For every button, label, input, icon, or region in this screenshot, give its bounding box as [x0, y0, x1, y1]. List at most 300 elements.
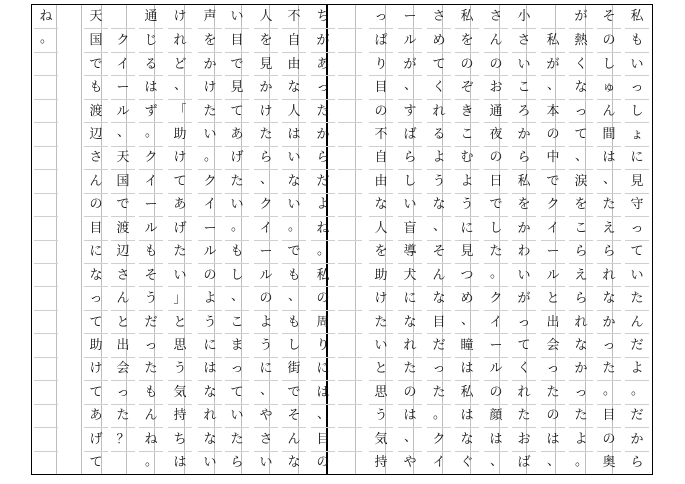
manuscript-cell: 声	[203, 9, 217, 25]
manuscript-cell: っ	[625, 216, 649, 239]
manuscript-cell: が	[311, 28, 335, 51]
manuscript-cell: よ	[625, 357, 649, 380]
manuscript-cell: な	[569, 75, 593, 98]
manuscript-cell: 私	[460, 9, 474, 25]
manuscript-cell: う	[369, 404, 393, 427]
manuscript-cell: 国	[111, 169, 135, 192]
manuscript-cell: ク	[139, 146, 163, 169]
manuscript-cell: ル	[254, 263, 278, 286]
manuscript-cell: た	[225, 427, 249, 450]
manuscript-cell: た	[398, 357, 422, 380]
manuscript-cell: を	[198, 28, 222, 51]
manuscript-cell: 涙	[569, 169, 593, 192]
manuscript-cell: た	[597, 193, 621, 216]
manuscript-cell: か	[569, 357, 593, 380]
manuscript-cell: い	[282, 146, 306, 169]
manuscript-cell: 私	[512, 169, 536, 192]
manuscript-cell: 奥	[597, 451, 621, 474]
manuscript-column-cells	[168, 5, 192, 474]
manuscript-column-cells	[282, 5, 306, 474]
manuscript-cell: 小	[517, 9, 531, 25]
manuscript-cell: ね	[311, 216, 335, 239]
manuscript-cell: 」	[168, 286, 192, 309]
manuscript-cell: 自	[282, 28, 306, 51]
manuscript-cell: 見	[225, 75, 249, 98]
manuscript-cell: い	[225, 404, 249, 427]
manuscript-cell: 、	[484, 451, 508, 474]
manuscript-cell: て	[84, 380, 108, 403]
manuscript-cell: ル	[198, 240, 222, 263]
manuscript-cell: 、	[225, 286, 249, 309]
manuscript-cell: 導	[398, 240, 422, 263]
manuscript-cell: か	[198, 52, 222, 75]
manuscript-column-cells	[311, 5, 335, 474]
manuscript-cell: 持	[168, 404, 192, 427]
manuscript-cell: と	[168, 310, 192, 333]
manuscript-cell: 。	[597, 380, 621, 403]
manuscript-cell: 街	[282, 357, 306, 380]
manuscript-cell: ク	[198, 169, 222, 192]
manuscript-cell: 、	[254, 169, 278, 192]
manuscript-cell: 通	[484, 99, 508, 122]
manuscript-cell: 、	[311, 404, 335, 427]
manuscript-cell: ば	[512, 451, 536, 474]
manuscript-cell: れ	[597, 263, 621, 286]
manuscript-column-cells	[455, 5, 479, 474]
manuscript-cell: 気	[168, 380, 192, 403]
manuscript-cell: 目	[311, 427, 335, 450]
manuscript-cell: じ	[139, 28, 163, 51]
manuscript-cell: だ	[625, 333, 649, 356]
manuscript-cell: に	[198, 333, 222, 356]
manuscript-cell: 会	[111, 357, 135, 380]
manuscript-cell: 渡	[111, 216, 135, 239]
manuscript-cell: は	[168, 451, 192, 474]
manuscript-cell: 通	[144, 9, 158, 25]
manuscript-cell: は	[455, 404, 479, 427]
manuscript-cell: た	[311, 99, 335, 122]
manuscript-cell: た	[484, 240, 508, 263]
manuscript-cell: 、	[282, 286, 306, 309]
manuscript-cell: え	[569, 263, 593, 286]
manuscript-cell: る	[427, 122, 451, 145]
manuscript-column-cells	[225, 5, 249, 474]
manuscript-cell	[34, 427, 58, 450]
manuscript-cell: だ	[427, 333, 451, 356]
manuscript-cell: な	[427, 286, 451, 309]
manuscript-cell: ゅ	[597, 75, 621, 98]
manuscript-cell: れ	[168, 28, 192, 51]
manuscript-cell	[338, 451, 362, 474]
manuscript-cell: ル	[541, 263, 565, 286]
manuscript-cell	[338, 75, 362, 98]
manuscript-cell: さ	[254, 427, 278, 450]
manuscript-cell: け	[84, 357, 108, 380]
manuscript-cell: ー	[403, 9, 417, 25]
manuscript-cell: や	[254, 404, 278, 427]
manuscript-cell: 気	[369, 427, 393, 450]
manuscript-cell: た	[569, 404, 593, 427]
manuscript-cell: イ	[111, 52, 135, 75]
manuscript-cell: う	[198, 310, 222, 333]
manuscript-column-cells	[338, 5, 362, 474]
manuscript-cell: 目	[225, 28, 249, 51]
manuscript-column-cells	[597, 5, 621, 474]
manuscript-cell: た	[111, 404, 135, 427]
manuscript-cell: っ	[139, 333, 163, 356]
manuscript-cell: を	[512, 193, 536, 216]
manuscript-cell: か	[625, 427, 649, 450]
manuscript-cell: ー	[541, 240, 565, 263]
manuscript-cell: と	[111, 310, 135, 333]
manuscript-cell: っ	[597, 333, 621, 356]
manuscript-cell: て	[569, 122, 593, 145]
manuscript-cell: は	[398, 404, 422, 427]
manuscript-cell: 間	[597, 122, 621, 145]
manuscript-cell: 、	[254, 380, 278, 403]
manuscript-cell: も	[282, 310, 306, 333]
manuscript-paper	[31, 4, 653, 475]
manuscript-cell	[338, 310, 362, 333]
manuscript-cell: お	[484, 75, 508, 98]
manuscript-cell: め	[427, 28, 451, 51]
manuscript-cell: ら	[225, 451, 249, 474]
manuscript-cell: イ	[541, 216, 565, 239]
manuscript-cell: 辺	[84, 122, 108, 145]
manuscript-cell: の	[398, 380, 422, 403]
manuscript-cell: に	[455, 216, 479, 239]
manuscript-cell: ず	[139, 99, 163, 122]
manuscript-column-cells	[254, 5, 278, 474]
manuscript-cell: ー	[198, 216, 222, 239]
manuscript-cell: た	[254, 122, 278, 145]
manuscript-cell	[338, 5, 362, 28]
manuscript-cell: も	[139, 240, 163, 263]
manuscript-cell: や	[398, 451, 422, 474]
manuscript-cell: の	[369, 99, 393, 122]
manuscript-cell: が	[574, 9, 588, 25]
manuscript-cell: た	[541, 380, 565, 403]
manuscript-cell: 、	[455, 310, 479, 333]
manuscript-cell: く	[569, 52, 593, 75]
manuscript-column-cells	[198, 5, 222, 474]
manuscript-cell	[34, 99, 58, 122]
manuscript-cell: め	[455, 286, 479, 309]
manuscript-cell: て	[225, 99, 249, 122]
manuscript-cell	[338, 146, 362, 169]
manuscript-cell: げ	[84, 427, 108, 450]
manuscript-cell: 「	[168, 99, 192, 122]
manuscript-cell: を	[254, 28, 278, 51]
manuscript-cell: し	[225, 263, 249, 286]
manuscript-cell: ら	[311, 146, 335, 169]
manuscript-cell: り	[311, 333, 335, 356]
manuscript-cell: 犬	[398, 263, 422, 286]
manuscript-cell: で	[541, 169, 565, 192]
manuscript-cell: は	[282, 122, 306, 145]
manuscript-cell: る	[139, 52, 163, 75]
manuscript-cell: 見	[625, 169, 649, 192]
manuscript-cell: て	[84, 310, 108, 333]
manuscript-cell	[34, 451, 58, 474]
manuscript-cell: の	[541, 404, 565, 427]
manuscript-cell	[34, 380, 58, 403]
manuscript-cell: な	[282, 169, 306, 192]
manuscript-cell	[34, 75, 58, 98]
manuscript-cell: ら	[569, 240, 593, 263]
manuscript-cell: ぞ	[455, 75, 479, 98]
manuscript-cell: 。	[282, 216, 306, 239]
manuscript-cell: い	[168, 263, 192, 286]
manuscript-cell: だ	[139, 310, 163, 333]
manuscript-cell: か	[597, 310, 621, 333]
manuscript-cell: ら	[512, 146, 536, 169]
manuscript-cell	[338, 216, 362, 239]
manuscript-cell: い	[625, 52, 649, 75]
manuscript-cell: 。	[34, 28, 58, 51]
manuscript-cell: た	[625, 286, 649, 309]
manuscript-cell: む	[455, 146, 479, 169]
manuscript-cell: け	[254, 99, 278, 122]
manuscript-cell: は	[139, 75, 163, 98]
manuscript-cell: ク	[111, 28, 135, 51]
manuscript-cell: あ	[225, 122, 249, 145]
manuscript-column-cells	[111, 5, 135, 474]
manuscript-cell: れ	[198, 404, 222, 427]
manuscript-cell: れ	[427, 99, 451, 122]
manuscript-cell: っ	[625, 75, 649, 98]
manuscript-cell: ク	[427, 427, 451, 450]
manuscript-cell: だ	[311, 169, 335, 192]
manuscript-column-cells	[398, 5, 422, 474]
manuscript-cell: ？	[111, 427, 135, 450]
manuscript-cell	[338, 357, 362, 380]
manuscript-cell: っ	[541, 357, 565, 380]
manuscript-cell: い	[254, 451, 278, 474]
manuscript-cell: の	[455, 52, 479, 75]
manuscript-cell: ん	[139, 404, 163, 427]
manuscript-cell: 助	[369, 263, 393, 286]
manuscript-cell: た	[168, 240, 192, 263]
manuscript-cell: も	[625, 28, 649, 51]
manuscript-cell: 本	[541, 99, 565, 122]
manuscript-cell: う	[254, 333, 278, 356]
manuscript-cell: 自	[369, 146, 393, 169]
manuscript-cell: し	[597, 52, 621, 75]
manuscript-cell: い	[398, 193, 422, 216]
manuscript-cell: て	[225, 380, 249, 403]
manuscript-cell: に	[398, 286, 422, 309]
manuscript-cell: あ	[84, 404, 108, 427]
manuscript-cell: に	[311, 357, 335, 380]
manuscript-cell: な	[597, 286, 621, 309]
manuscript-cell: 、	[398, 427, 422, 450]
manuscript-cell: 私	[455, 380, 479, 403]
manuscript-cell: 辺	[111, 240, 135, 263]
manuscript-cell: の	[84, 193, 108, 216]
manuscript-cell: 思	[168, 333, 192, 356]
manuscript-cell: 守	[625, 193, 649, 216]
manuscript-cell: で	[484, 193, 508, 216]
manuscript-cell	[338, 169, 362, 192]
manuscript-cell: 見	[254, 52, 278, 75]
manuscript-cell: こ	[569, 216, 593, 239]
manuscript-cell: い	[198, 122, 222, 145]
manuscript-cell: い	[512, 263, 536, 286]
manuscript-cell: 由	[282, 52, 306, 75]
manuscript-cell: た	[597, 357, 621, 380]
manuscript-cell	[338, 193, 362, 216]
manuscript-cell: っ	[569, 99, 593, 122]
manuscript-cell: 。	[427, 404, 451, 427]
manuscript-cell: ー	[111, 75, 135, 98]
manuscript-cell: は	[311, 380, 335, 403]
manuscript-cell: て	[625, 240, 649, 263]
manuscript-cell: 国	[84, 28, 108, 51]
manuscript-cell: ら	[597, 240, 621, 263]
manuscript-cell: ー	[139, 193, 163, 216]
manuscript-cell: ま	[225, 333, 249, 356]
manuscript-cell	[338, 52, 362, 75]
manuscript-cell: 瞳	[455, 333, 479, 356]
manuscript-cell: 目	[84, 216, 108, 239]
manuscript-column-cells	[369, 5, 393, 474]
manuscript-cell: な	[398, 310, 422, 333]
manuscript-cell: く	[427, 75, 451, 98]
manuscript-cell	[34, 122, 58, 145]
manuscript-cell: き	[455, 99, 479, 122]
manuscript-cell: ら	[569, 286, 593, 309]
manuscript-cell: の	[484, 146, 508, 169]
manuscript-cell: け	[198, 75, 222, 98]
manuscript-cell: っ	[84, 286, 108, 309]
manuscript-cell: は	[541, 427, 565, 450]
manuscript-cell: な	[569, 333, 593, 356]
manuscript-cell: が	[512, 286, 536, 309]
manuscript-cell: 。	[625, 380, 649, 403]
manuscript-cell: 助	[84, 333, 108, 356]
manuscript-cell: よ	[427, 146, 451, 169]
manuscript-cell: の	[198, 263, 222, 286]
manuscript-cell: 。	[569, 451, 593, 474]
manuscript-cell	[111, 451, 135, 474]
manuscript-cell: イ	[427, 451, 451, 474]
manuscript-cell: ル	[111, 99, 135, 122]
manuscript-cell: 日	[484, 169, 508, 192]
manuscript-cell: の	[597, 427, 621, 450]
manuscript-cell: ル	[484, 357, 508, 380]
manuscript-cell: ら	[398, 146, 422, 169]
manuscript-cell: な	[455, 427, 479, 450]
manuscript-cell	[34, 193, 58, 216]
manuscript-cell: ク	[254, 193, 278, 216]
manuscript-cell: ろ	[512, 99, 536, 122]
manuscript-cell	[34, 169, 58, 192]
manuscript-cell: 渡	[84, 99, 108, 122]
manuscript-cell: し	[484, 216, 508, 239]
manuscript-cell: っ	[225, 357, 249, 380]
manuscript-cell	[338, 240, 362, 263]
manuscript-cell: ん	[484, 28, 508, 51]
manuscript-cell: の	[254, 286, 278, 309]
manuscript-column-cells	[512, 5, 536, 474]
manuscript-cell: よ	[455, 169, 479, 192]
manuscript-cell: 、	[427, 216, 451, 239]
manuscript-cell: 人	[369, 216, 393, 239]
manuscript-cell: な	[427, 193, 451, 216]
manuscript-cell: に	[625, 146, 649, 169]
manuscript-cell	[34, 216, 58, 239]
manuscript-cell: 目	[427, 310, 451, 333]
manuscript-cell: に	[84, 240, 108, 263]
manuscript-cell: な	[282, 75, 306, 98]
manuscript-cell	[34, 310, 58, 333]
manuscript-cell: 人	[282, 99, 306, 122]
manuscript-cell: 。	[139, 122, 163, 145]
manuscript-cell	[338, 263, 362, 286]
manuscript-cell: っ	[512, 310, 536, 333]
manuscript-cell: 、	[541, 75, 565, 98]
manuscript-cell: 目	[369, 75, 393, 98]
manuscript-cell: ル	[398, 28, 422, 51]
manuscript-cell: 私	[630, 9, 644, 25]
manuscript-cell: を	[455, 28, 479, 51]
manuscript-cell: 。	[139, 451, 163, 474]
manuscript-cell: 、	[541, 451, 565, 474]
manuscript-cell: た	[369, 310, 393, 333]
manuscript-cell: が	[541, 52, 565, 75]
manuscript-cell: げ	[225, 146, 249, 169]
manuscript-cell: す	[398, 99, 422, 122]
manuscript-cell: う	[168, 357, 192, 380]
manuscript-cell: は	[484, 427, 508, 450]
manuscript-cell	[34, 333, 58, 356]
manuscript-cell: い	[230, 9, 244, 25]
manuscript-cell: な	[198, 380, 222, 403]
manuscript-cell: ど	[168, 52, 192, 75]
manuscript-cell: い	[282, 193, 306, 216]
manuscript-cell: ね	[39, 9, 53, 25]
manuscript-cell: た	[198, 99, 222, 122]
manuscript-column-cells	[484, 5, 508, 474]
manuscript-cell: え	[597, 216, 621, 239]
manuscript-cell	[338, 286, 362, 309]
manuscript-cell: っ	[311, 75, 335, 98]
manuscript-cell: イ	[198, 193, 222, 216]
manuscript-cell: も	[225, 240, 249, 263]
manuscript-cell: い	[198, 451, 222, 474]
manuscript-cell: っ	[374, 9, 388, 25]
manuscript-column-cells	[541, 5, 565, 474]
manuscript-cell: ぱ	[369, 28, 393, 51]
manuscript-cell: で	[282, 380, 306, 403]
manuscript-cell: 天	[111, 146, 135, 169]
manuscript-cell: の	[484, 380, 508, 403]
manuscript-cell	[338, 28, 362, 51]
manuscript-cell: 出	[541, 310, 565, 333]
manuscript-cell	[34, 240, 58, 263]
manuscript-cell: 不	[369, 122, 393, 145]
manuscript-cell: の	[597, 28, 621, 51]
manuscript-cell: た	[427, 380, 451, 403]
manuscript-cell: さ	[432, 9, 446, 25]
manuscript-column-cells	[139, 5, 163, 474]
manuscript-cell: 。	[225, 216, 249, 239]
manuscript-cell: げ	[168, 216, 192, 239]
manuscript-cell: ク	[541, 193, 565, 216]
manuscript-column-cells	[34, 5, 58, 474]
manuscript-cell: ん	[111, 286, 135, 309]
